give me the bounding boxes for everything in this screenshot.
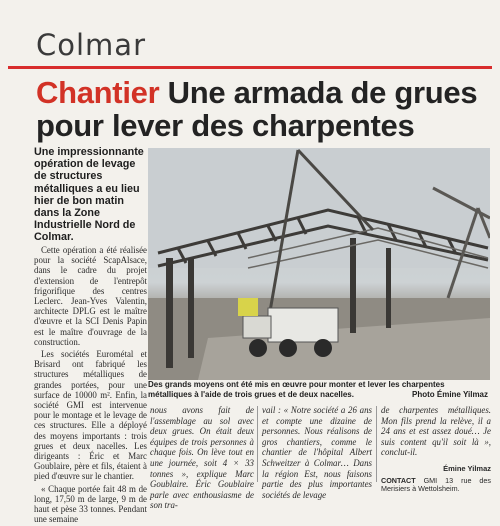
section-title: Colmar (36, 28, 146, 62)
body-column (34, 245, 147, 526)
lift-basket (238, 298, 258, 316)
contact-text: GMI 13 rue des Merisiers à Wettolsheim. (381, 475, 491, 494)
headline-kicker: Chantier (36, 75, 160, 110)
column-text: nous avons fait de l'assemblage au sol avec deux grues. On était deux équipes de trois personnes à chaque fois. On lève tout en une journée, soit 4 × 33 tonnes », explique Marc Goublaire. Éric Goublaire parle avec enthousiasme de son tra- (150, 405, 254, 511)
construction-illustration (148, 148, 490, 380)
author-signature: Émine Yilmaz (443, 463, 491, 473)
caption-text: Des grands moyens ont été mis en œuvre pour monter et lever les charpentes métalliques à l'aide de trois grues et de deux nacelles. (148, 380, 445, 399)
column-text: de charpentes métalliques. Mon fils prend la relève, il a 24 ans et est assez doué… Je suis content qu'il soit là », conclut-il. (381, 405, 491, 458)
body-paragraph: Cette opération a été réalisée pour la société ScapAlsace, dans le cadre du projet d'extension de l'entrepôt frigorifique des centres Leclerc. Jean-Yves Valentin, architecte DPLG est le maître d'œuvre et la SCI Denis Papin est le maître d'ouvrage de la construction. (34, 245, 147, 347)
contact-box (381, 477, 491, 494)
article-column-3 (262, 405, 372, 500)
construction-photo (148, 148, 490, 380)
body-paragraph: « Chaque portée fait 48 m de long, 17,50 m de large, 9 m de haut et pèse 33 tonnes. Pendant une semaine (34, 483, 147, 525)
column-divider (257, 406, 258, 482)
article-column-4 (381, 405, 491, 494)
body-paragraph: Les sociétés Eurométal et Brisard ont fabriqué les structures métalliques de grandes portées, pour une surface de 10000 m². Enfin, la société GMI est intervenue pour le montage et le levage de ces structures. Elle a déployé des moyens importants : trois grues et deux nacelles. Les dirigeants : Éric et Marc Goublaire, père et fils, étaient à pied d'œuvre sur le chantier. (34, 349, 147, 482)
section-rule (8, 66, 492, 69)
headline (36, 76, 496, 142)
column-text: vail : « Notre société a 26 ans et compte une dizaine de personnes. Nous réalisons de gros chantiers, comme le chantier de l'hôpital Albert Schweitzer à Colmar… Dans la région Est, nous faisons partie des plus importantes sociétés de levage (262, 405, 372, 500)
lead-paragraph: Une impressionnante opération de levage de structures métalliques a eu lieu hier de bon matin dans la Zone Industrielle Nord de Colmar. (34, 146, 144, 244)
contact-label: CONTACT (381, 475, 416, 485)
photo-credit: Photo Émine Yilmaz (411, 390, 488, 399)
column-divider (376, 406, 377, 482)
headline-line-1: Une armada de grues (167, 75, 478, 110)
headline-line-2: pour lever des charpentes (36, 108, 415, 143)
photo-caption (148, 380, 490, 399)
article-column-2 (150, 405, 254, 511)
